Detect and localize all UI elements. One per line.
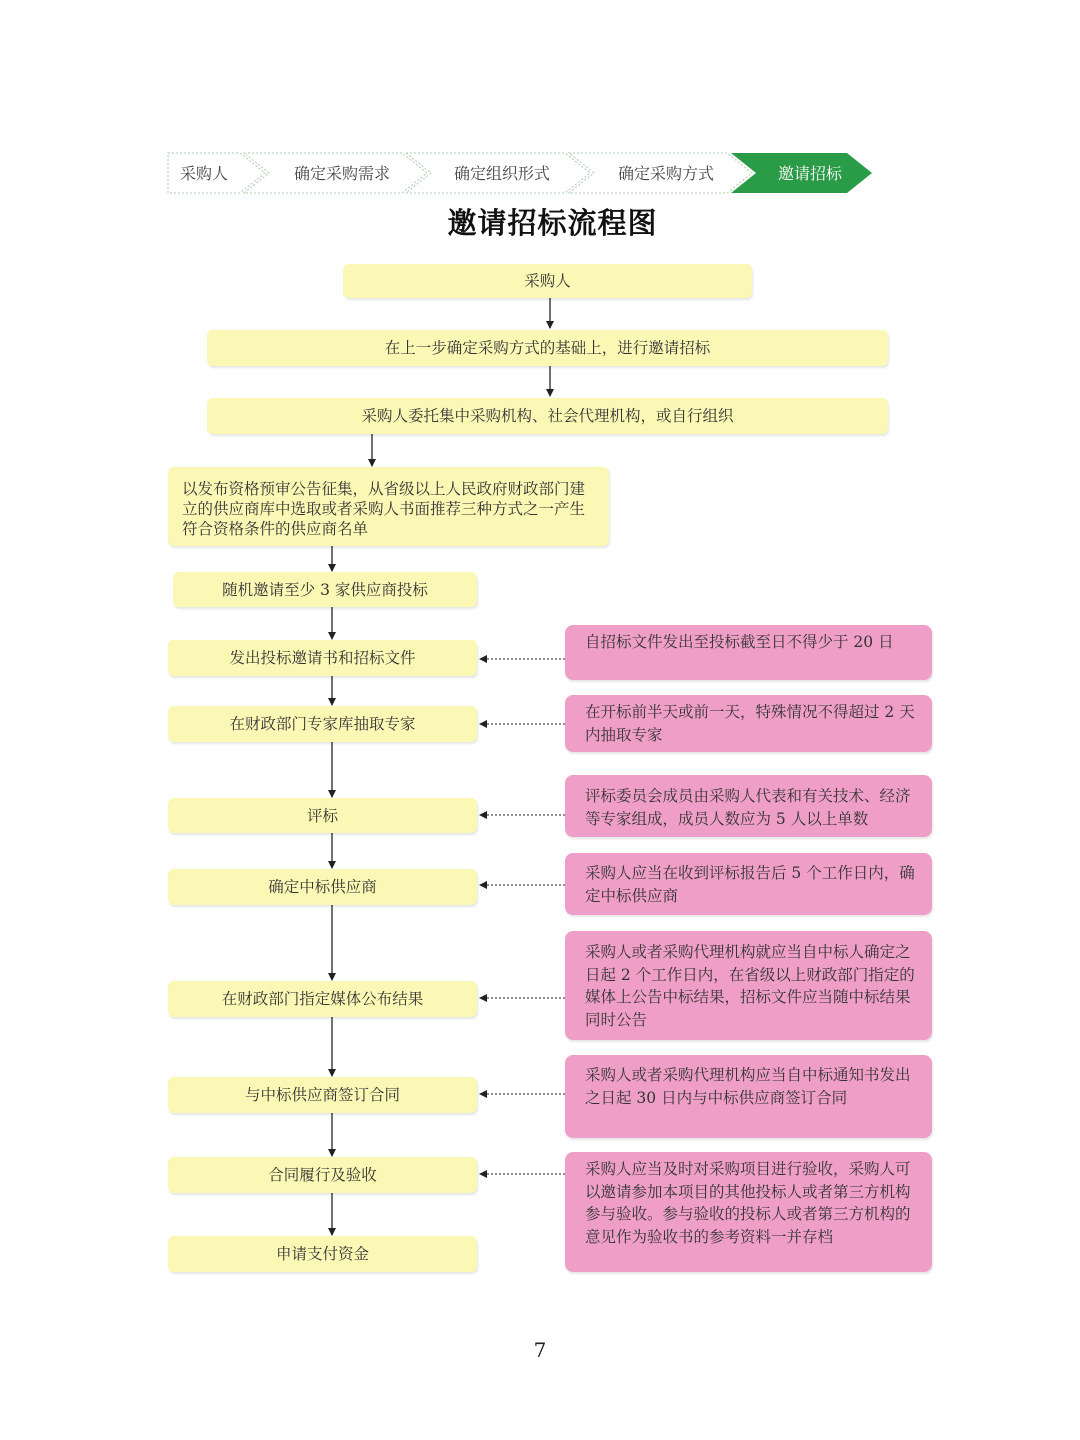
flow-box-organization: 采购人委托集中采购机构、社会代理机构，或自行组织 [207,398,888,434]
flow-box-purchaser: 采购人 [343,264,752,298]
flow-box-contract-acceptance: 合同履行及验收 [168,1157,477,1193]
note-determine-winner: 采购人应当在收到评标报告后 5 个工作日内，确定中标供应商 [565,853,932,915]
breadcrumb-step-invitation-tender: 邀请招标 [777,164,842,183]
note-publish-result: 采购人或者采购代理机构就应当自中标人确定之日起 2 个工作日内，在省级以上财政部门指定的媒体上公告中标结果，招标文件应当随中标结果同时公告 [565,931,932,1040]
breadcrumb-step-procurement-method: 确定采购方式 [617,164,714,183]
flow-box-sign-contract: 与中标供应商签订合同 [168,1077,477,1113]
breadcrumb [0,0,1080,220]
flow-box-apply-payment: 申请支付资金 [168,1236,477,1272]
flow-box-draw-experts: 在财政部门专家库抽取专家 [168,706,477,742]
note-committee-members: 评标委员会成员由采购人代表和有关技术、经济等专家组成，成员人数应为 5 人以上单数 [565,775,932,837]
page-title: 邀请招标流程图 [447,206,658,240]
note-expert-draw-timing: 在开标前半天或前一天，特殊情况不得超过 2 天内抽取专家 [565,695,932,752]
flow-box-publish-result: 在财政部门指定媒体公布结果 [168,981,477,1017]
note-bid-period: 自招标文件发出至投标截至日不得少于 20 日 [565,625,932,680]
flow-box-invitation-basis: 在上一步确定采购方式的基础上，进行邀请招标 [207,330,888,366]
flow-box-invite-suppliers: 随机邀请至少 3 家供应商投标 [173,572,477,607]
flow-box-issue-documents: 发出投标邀请书和招标文件 [168,640,477,676]
flow-box-evaluation: 评标 [168,798,477,833]
breadcrumb-step-organization-form: 确定组织形式 [453,164,550,183]
breadcrumb-step-determine-demand: 确定采购需求 [293,164,390,183]
flow-box-supplier-list: 以发布资格预审公告征集，从省级以上人民政府财政部门建立的供应商库中选取或者采购人书面推荐三种方式之一产生符合资格条件的供应商名单 [168,467,609,546]
page-number: 7 [533,1338,547,1362]
breadcrumb-step-purchaser: 采购人 [179,164,228,183]
note-contract-signing: 采购人或者采购代理机构应当自中标通知书发出之日起 30 日内与中标供应商签订合同 [565,1055,932,1138]
note-acceptance: 采购人应当及时对采购项目进行验收，采购人可以邀请参加本项目的其他投标人或者第三方机构参与验收。参与验收的投标人或者第三方机构的意见作为验收书的参考资料一并存档 [565,1152,932,1272]
flow-box-winning-supplier: 确定中标供应商 [168,869,477,905]
